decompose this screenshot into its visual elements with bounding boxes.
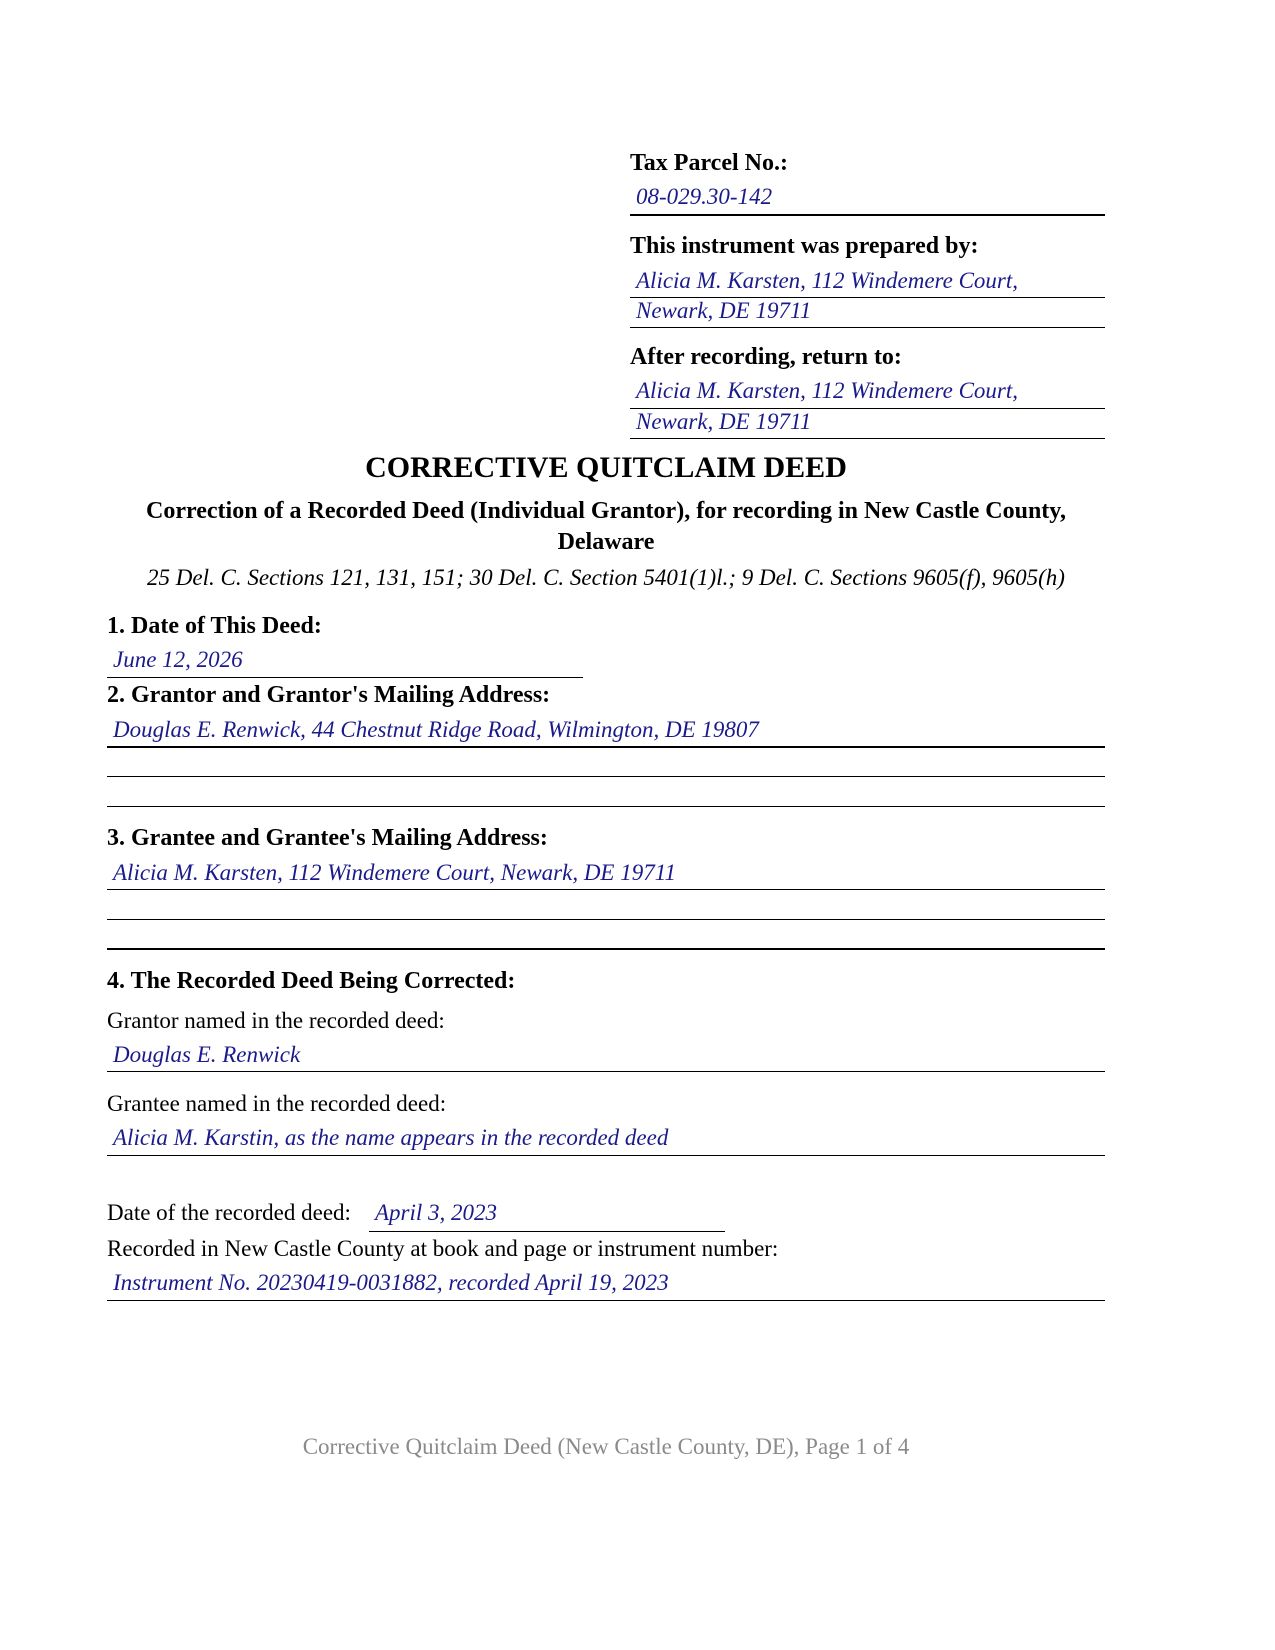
return-to-line1[interactable]: Alicia M. Karsten, 112 Windemere Court, [636, 378, 1019, 403]
prepared-by-label: This instrument was prepared by: [630, 233, 979, 259]
grantee-address-underline-1 [107, 889, 1105, 890]
tax-parcel-underline [630, 214, 1105, 216]
recorded-date-field[interactable]: April 3, 2023 [375, 1200, 498, 1225]
return-to-label: After recording, return to: [630, 344, 902, 370]
recorded-grantee-field[interactable]: Alicia M. Karstin, as the name appears in the recorded deed [113, 1125, 669, 1150]
page-footer: Corrective Quitclaim Deed (New Castle County, DE), Page 1 of 4 [302, 1434, 910, 1459]
section1-label: 1. Date of This Deed: [107, 613, 322, 639]
section2-label: 2. Grantor and Grantor's Mailing Address: [107, 682, 551, 708]
grantor-address-field[interactable]: Douglas E. Renwick, 44 Chestnut Ridge Road, Wilmington, DE 19807 [113, 717, 759, 742]
document-subtitle-line1: Correction of a Recorded Deed (Individual Grantor), for recording in New Castle County, [146, 498, 1066, 524]
tax-parcel-value[interactable]: 08-029.30-142 [636, 184, 773, 209]
return-to-underline-2 [630, 438, 1105, 439]
recorded-instrument-underline [107, 1300, 1105, 1301]
recorded-grantor-field[interactable]: Douglas E. Renwick [113, 1042, 301, 1067]
grantor-address-underline-1 [107, 746, 1105, 748]
recorded-grantor-label: Grantor named in the recorded deed: [107, 1008, 445, 1033]
document-title: CORRECTIVE QUITCLAIM DEED [365, 451, 847, 484]
deed-date-field[interactable]: June 12, 2026 [113, 647, 243, 672]
grantee-address-underline-2 [107, 919, 1105, 920]
recorded-instrument-label: Recorded in New Castle County at book and page or instrument number: [107, 1236, 779, 1261]
grantor-address-underline-3 [107, 806, 1105, 807]
return-to-line2[interactable]: Newark, DE 19711 [636, 409, 812, 434]
document-subtitle-line2: Delaware [557, 529, 655, 555]
statutes-citation: 25 Del. C. Sections 121, 131, 151; 30 Del. C. Section 5401(1)l.; 9 Del. C. Sections 9605(f), 9605(h) [147, 565, 1065, 590]
prepared-by-line1[interactable]: Alicia M. Karsten, 112 Windemere Court, [636, 268, 1019, 293]
recorded-instrument-field[interactable]: Instrument No. 20230419-0031882, recorded April 19, 2023 [113, 1270, 669, 1295]
prepared-by-underline-2 [630, 327, 1105, 328]
section3-label: 3. Grantee and Grantee's Mailing Address: [107, 825, 548, 851]
recorded-date-underline [369, 1231, 725, 1232]
tax-parcel-label: Tax Parcel No.: [630, 150, 788, 176]
section4-label: 4. The Recorded Deed Being Corrected: [107, 968, 516, 994]
deed-date-underline [107, 677, 583, 678]
prepared-by-line2[interactable]: Newark, DE 19711 [636, 298, 812, 323]
recorded-grantee-underline [107, 1155, 1105, 1156]
recorded-grantor-underline [107, 1071, 1105, 1072]
grantee-address-underline-3 [107, 948, 1105, 950]
recorded-date-label: Date of the recorded deed: [107, 1200, 351, 1225]
grantee-address-field[interactable]: Alicia M. Karsten, 112 Windemere Court, Newark, DE 19711 [113, 860, 677, 885]
grantor-address-underline-2 [107, 776, 1105, 777]
recorded-grantee-label: Grantee named in the recorded deed: [107, 1091, 447, 1116]
